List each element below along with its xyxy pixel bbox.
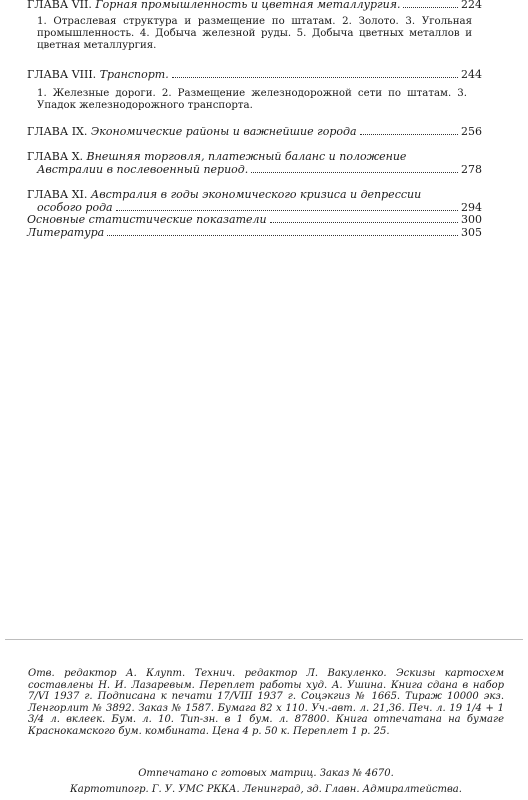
toc-entry-label: ГЛАВА X.: [27, 150, 84, 163]
dot-leader: [251, 172, 458, 173]
toc-entry-stats: [27, 214, 482, 226]
toc-page-number: 300: [461, 213, 482, 226]
toc-subsections: 1. Отраслевая структура и размещение по штатам. 2. Золото. 3. Угольная промышленность. 4. Добыча железной руды. 5. Добыча цветных металлов и цветная металлургия.: [37, 16, 472, 51]
dot-leader: [403, 7, 458, 8]
toc-entry-label: ГЛАВА VII. Горная промышленность и цветная металлургия.: [27, 0, 401, 11]
toc-entry-ch10: [27, 150, 482, 176]
toc-page-number: 244: [461, 68, 482, 81]
toc-entry-literature: [27, 227, 482, 239]
separator-rule: [5, 639, 523, 640]
toc-entry-title: Внешняя торговля, платежный баланс и положение: [86, 150, 407, 163]
toc-page-number: 278: [461, 163, 482, 176]
toc-entry-title: Литература: [27, 226, 105, 239]
toc-entry-title: Горная промышленность и цветная металлургия.: [95, 0, 401, 11]
toc-page-number: 305: [461, 226, 482, 239]
dot-leader: [172, 77, 458, 78]
imprint-line-printer: Картотипогр. Г. У. УМС РККА. Ленинград, зд. Главн. Адмиралтейства.: [70, 784, 462, 795]
toc-entry-label: ГЛАВА IX. Экономические районы и важнейшие города: [27, 125, 357, 138]
dot-leader: [360, 134, 458, 135]
toc-entry-ch7: [27, 0, 482, 52]
toc-entry-title-cont: Австралии в послевоенный период.: [37, 163, 249, 176]
imprint-text: Отв. редактор А. Клупт. Технич. редактор Л. Вакуленко. Эскизы картосхем составлены Н. И. Лазаревым. Переплет работы худ. А. Ушина. Книга сдана в набор 7/VI 1937 г. Подписана к печати 17/VIII 1937 г. Соцэкгиз № 1665. Тираж 10000 экз. Ленгорлит № 3892. Заказ № 1587. Бумага 82 x 110. Уч.-авт. л. 21,36. Печ. л. 19 1/4 + 1 3/4 л. вклеек. Бум. л. 10. Тип-зн. в 1 бум. л. 87800. Книга отпечатана на бумаге Краснокамского бум. комбината. Цена 4 р. 50 к. Переплет 1 р. 25.: [28, 668, 504, 737]
imprint-line-matrices: Отпечатано с готовых матриц. Заказ № 4670.: [138, 768, 394, 779]
toc-page-number: 294: [461, 201, 482, 214]
dot-leader: [116, 210, 458, 211]
toc-entry-title: Экономические районы и важнейшие города: [90, 125, 357, 138]
dot-leader: [270, 222, 458, 223]
toc-entry-title: Основные статистические показатели: [27, 213, 267, 226]
toc-entry-ch9: [27, 125, 482, 138]
toc-entry-ch11: [27, 188, 482, 214]
toc-entry-ch8: [27, 68, 482, 112]
toc-entry-title: Транспорт.: [99, 68, 169, 81]
toc-entry-title-cont: особого рода: [37, 201, 113, 214]
toc-entry-label: ГЛАВА VIII. Транспорт.: [27, 68, 169, 81]
toc-page-number: 224: [461, 0, 482, 11]
toc-page-number: 256: [461, 125, 482, 138]
dot-leader: [107, 235, 458, 236]
toc-entry-title: Австралия в годы экономического кризиса и депрессии: [90, 188, 422, 201]
toc-subsections: 1. Железные дороги. 2. Размещение железнодорожной сети по штатам. 3. Упадок железнодорожного транспорта.: [37, 88, 467, 111]
toc-entry-label: ГЛАВА XI.: [27, 188, 88, 201]
